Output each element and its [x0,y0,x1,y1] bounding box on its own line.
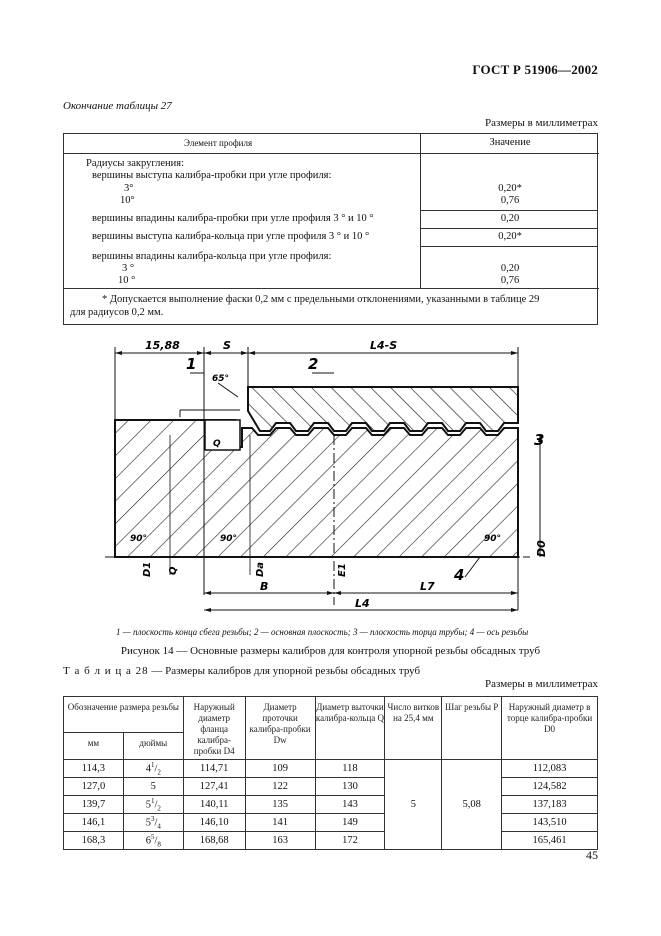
row4-angle-a: 3 ° [122,263,135,274]
header-turns: Число витков на 25,4 мм [385,697,442,760]
label-d1: D1 [142,561,153,577]
callout-3: 3 [534,431,545,449]
cell-inch: $4^1/_2$ [123,760,183,778]
cell-dw: 141 [245,814,315,832]
cell-d4: 140,11 [183,796,245,814]
callout-1: 1 [186,355,197,373]
header-designation: Обозначение размера резьбы [64,697,184,733]
row2-value: 0,20 [500,213,520,224]
row4-label: вершины впадины калибра-кольца при угле профиля: [92,251,332,262]
figure-gauge-drawing [100,335,560,620]
angle-90-left: 90° [130,534,148,544]
table-row [64,760,598,778]
row1-angle-b: 10° [120,195,135,206]
cell-inch: $6^5/_8$ [123,832,183,850]
header-inch: дюймы [123,733,183,760]
header-divider [64,153,599,154]
cell-dw: 135 [245,796,315,814]
table-row [64,832,598,850]
row1-label: вершины выступа калибра-пробки при угле профиля: [92,170,332,181]
row-divider [420,210,598,211]
cell-d0: 137,183 [502,796,598,814]
group-title: Радиусы закругления: [86,158,184,169]
table-row [64,796,598,814]
cell-dw: 109 [245,760,315,778]
row3-value: 0,20* [498,231,522,242]
cell-q: 118 [315,760,385,778]
undercut [205,420,240,450]
cell-q: 130 [315,778,385,796]
label-d0: D0 [535,540,548,557]
plug-gauge-body [115,420,518,557]
table27-continuation: Окончание таблицы 27 [63,100,172,112]
cell-d4: 168,68 [183,832,245,850]
cell-q: 143 [315,796,385,814]
header-mm: мм [64,733,124,760]
angle-90-mid: 90° [220,534,238,544]
dim-15-88: 15,88 [145,339,180,352]
cell-mm: 139,7 [64,796,124,814]
label-q-small: Q [213,439,221,449]
table28-title-text: — Размеры калибров для упорной резьбы обсадных труб [148,665,421,677]
cell-d0: 165,461 [502,832,598,850]
dim-l7: L7 [420,580,435,593]
row1-angle-a: 3° [124,183,134,194]
callout-2: 2 [308,355,319,373]
label-q: Q [168,566,179,575]
cell-d4: 127,41 [183,778,245,796]
header-q: Диаметр выточки калибра-кольца Q [315,697,385,760]
cell-mm: 114,3 [64,760,124,778]
row1-value-b: 0,76 [500,195,520,206]
table-row [64,814,598,832]
figure-legend: 1 — плоскость конца сбега резьбы; 2 — основная плоскость; 3 — плоскость торца трубы; 4 — ось резьбы [116,627,529,637]
standard-header: ГОСТ Р 51906—2002 [472,62,598,77]
table-row [64,778,598,796]
col-value-header: Значение [489,137,531,148]
cell-mm: 127,0 [64,778,124,796]
header-dw: Диаметр проточки калибра-пробки Dw [245,697,315,760]
cell-d0: 143,510 [502,814,598,832]
cell-mm: 146,1 [64,814,124,832]
cell-dw: 163 [245,832,315,850]
cell-q: 172 [315,832,385,850]
cell-d4: 146,10 [183,814,245,832]
dim-s: S [223,339,231,352]
cell-q: 149 [315,814,385,832]
row2-label: вершины впадины калибра-пробки при угле профиля 3 ° и 10 ° [92,213,374,224]
header-d4: Наружный диаметр фланца калибра-пробки D4 [183,697,245,760]
dim-l4: L4 [355,597,370,610]
cell-turns: 5 [385,760,442,850]
cell-d0: 124,582 [502,778,598,796]
cell-inch: 5 [123,778,183,796]
cell-d4: 114,71 [183,760,245,778]
table27-units: Размеры в миллиметрах [485,117,598,129]
row3-label: вершины выступа калибра-кольца при угле профиля 3 ° и 10 ° [92,231,370,242]
row4-value-a: 0,20 [500,263,520,274]
page-number: 45 [586,848,598,862]
cell-d0: 112,083 [502,760,598,778]
ring-gauge-body [248,387,518,431]
cell-pitch: 5,08 [442,760,502,850]
callout-4: 4 [454,566,465,584]
header-pitch: Шаг резьбы P [442,697,502,760]
table28 [63,696,598,850]
footnote-line2: для радиусов 0,2 мм. [70,307,164,318]
row4-angle-b: 10 ° [118,275,136,286]
footnote-divider [64,288,599,289]
header-d0: Наружный диаметр в торце калибра-пробки D0 [502,697,598,760]
footnote-line1: * Допускается выполнение фаски 0,2 мм с предельными отклонениями, указанными в таблице 29 [102,294,540,305]
cell-inch: $5^1/_2$ [123,796,183,814]
col-element-header: Элемент профиля [184,138,253,148]
row1-value-a: 0,20* [498,183,522,194]
angle-90-right: 90° [484,534,502,544]
cell-inch: $5^3/_4$ [123,814,183,832]
row-divider [420,228,598,229]
cell-mm: 168,3 [64,832,124,850]
label-da: Da [255,561,266,577]
table28-title [63,665,420,677]
table27 [63,133,598,325]
table28-units: Размеры в миллиметрах [485,678,598,690]
figure-caption: Рисунок 14 — Основные размеры калибров для контроля упорной резьбы обсадных труб [120,645,541,657]
row-divider [420,246,598,247]
cell-dw: 122 [245,778,315,796]
angle-65: 65° [212,374,230,384]
dim-b: B [260,580,269,593]
row4-value-b: 0,76 [500,275,520,286]
dim-l4s: L4-S [370,339,398,352]
table28-title-prefix: Т а б л и ц а 28 [63,665,149,677]
label-e1: E1 [337,563,348,577]
